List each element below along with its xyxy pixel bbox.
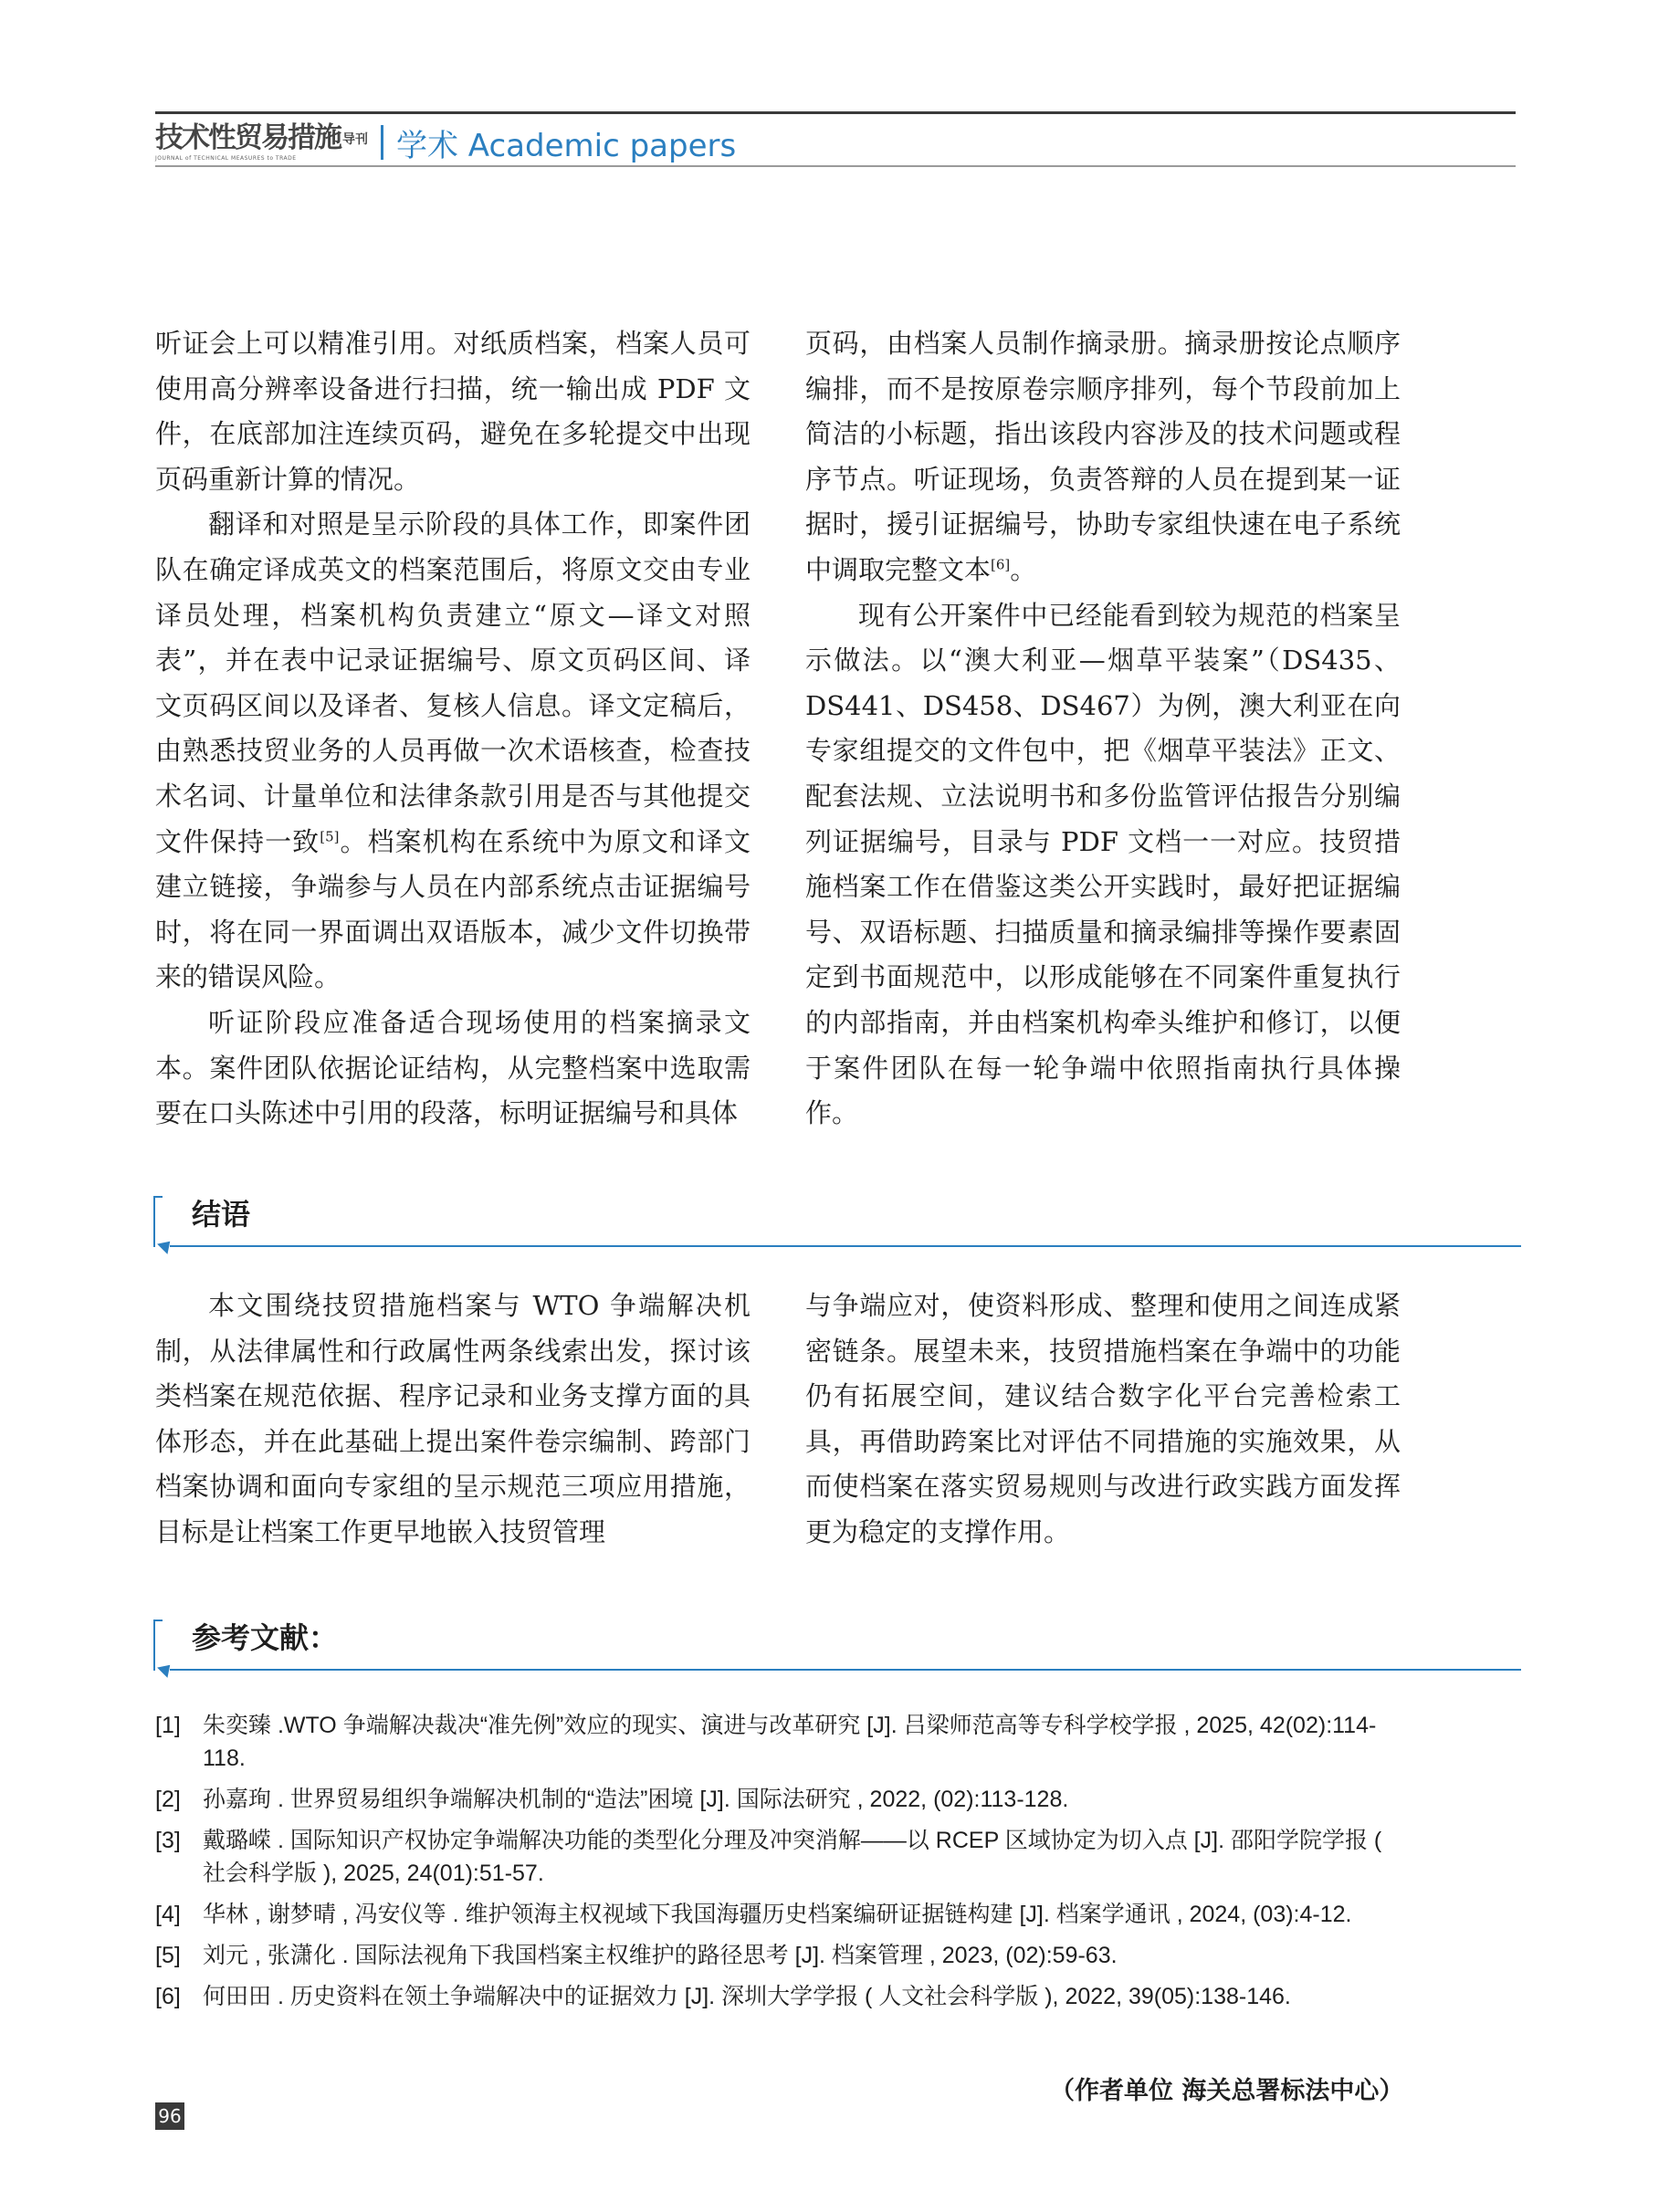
citation-5: [5] [320,827,340,844]
references-title: 参考文献： [192,1620,339,1655]
reference-item [155,1939,1399,1972]
reference-number: [5] [155,1943,181,1968]
reference-text: 何田田 . 历史资料在领土争端解决中的证据效力 [J]. 深圳大学学报 ( 人文社会科学版 ), 2022, 39(05):138-146. [203,1984,1291,2009]
conclusion-title: 结语 [192,1197,251,1232]
journal-tag: 导刊 [342,131,368,147]
reference-text: 华林 , 谢梦晴 , 冯安仪等 . 维护领海主权视域下我国海疆历史档案编研证据链构建 [J]. 档案学通讯 , 2024, (03):4-12. [203,1902,1352,1927]
heading-bracket [153,1620,155,1671]
paragraph: 与争端应对，使资料形成、整理和使用之间连成紧密链条。展望未来，技贸措施档案在争端中的功能仍有拓展空间，建议结合数字化平台完善检索工具，再借助跨案比对评估不同措施的实施效果，从而使档案在落实贸易规则与改进行政实践方面发挥更为稳定的支撑作用。 [805,1290,1401,1547]
header-separator [381,125,383,160]
header-top-rule [155,111,1516,114]
references-list [155,1709,1399,2021]
reference-item [155,1783,1399,1816]
conclusion-heading [152,1196,1521,1251]
paragraph: 听证阶段应准备适合现场使用的档案摘录文本。案件团队依据论证结构，从完整档案中选取需要在口头陈述中引用的段落，标明证据编号和具体 [155,1006,751,1129]
reference-text: 戴璐嵘 . 国际知识产权协定争端解决功能的类型化分理及冲突消解——以 RCEP 区域协定为切入点 [J]. 邵阳学院学报 ( 社会科学版 ), 2025, 24(01):51-57. [203,1828,1382,1886]
heading-bracket [153,1196,155,1247]
body-right-column [805,321,1401,1137]
references-heading [152,1620,1521,1674]
reference-number: [6] [155,1984,181,2009]
page-number: 96 [155,2102,184,2130]
section-label: 学术 Academic papers [396,127,737,164]
reference-item [155,1898,1399,1931]
journal-logo [155,123,368,162]
conclusion-left-column [155,1284,751,1556]
reference-item [155,1980,1399,2013]
heading-rule [170,1669,1521,1671]
body-left-column [155,321,751,1137]
reference-text: 朱奕臻 .WTO 争端解决裁决“准先例”效应的现实、演进与改革研究 [J]. 吕梁师范高等专科学校学报 , 2025, 42(02):114-118. [203,1713,1377,1771]
paragraph: 现有公开案件中已经能看到较为规范的档案呈示做法。以“澳大利亚—烟草平装案”（DS435、DS441、DS458、DS467）为例，澳大利亚在向专家组提交的文件包中，把《烟草平装法》正文、配套法规、立法说明书和多份监管评估报告分别编列证据编号，目录与 PDF 文档一一对应。技贸措施档案工作在借鉴这类公开实践时，最好把证据编号、双语标题、扫描质量和摘录编排等操作要素固定到书面规范中，以形成能够在不同案件重复执行的内部指南，并由档案机构牵头维护和修订，以便于案件团队在每一轮争端中依照指南执行具体操作。 [805,599,1401,1129]
reference-text: 孙嘉珣 . 世界贸易组织争端解决机制的“造法”困境 [J]. 国际法研究 , 2022, (02):113-128. [203,1787,1069,1812]
heading-rule [170,1245,1521,1247]
reference-text: 刘元 , 张潇化 . 国际法视角下我国档案主权维护的路径思考 [J]. 档案管理 , 2023, (02):59-63. [203,1943,1118,1968]
reference-item [155,1824,1399,1890]
reference-number: [3] [155,1828,181,1853]
reference-number: [1] [155,1713,181,1738]
header-bottom-rule [155,165,1516,167]
paragraph: 页码，由档案人员制作摘录册。摘录册按论点顺序编排，而不是按原卷宗顺序排列，每个节段前加上简洁的小标题，指出该段内容涉及的技术问题或程序节点。听证现场，负责答辩的人员在提到某一证据时，援引证据编号，协助专家组快速在电子系统中调取完整文本[6]。 [805,328,1401,585]
author-affiliation: （作者单位 海关总署标法中心） [1050,2077,1404,2105]
paragraph: 听证会上可以精准引用。对纸质档案，档案人员可使用高分辨率设备进行扫描，统一输出成 PDF 文件，在底部加注连续页码，避免在多轮提交中出现页码重新计算的情况。 [155,328,751,495]
paragraph: 本文围绕技贸措施档案与 WTO 争端解决机制，从法律属性和行政属性两条线索出发，探讨该类档案在规范依据、程序记录和业务支撑方面的具体形态，并在此基础上提出案件卷宗编制、跨部门档案协调和面向专家组的呈示规范三项应用措施，目标是让档案工作更早地嵌入技贸管理 [155,1290,751,1547]
paragraph: 翻译和对照是呈示阶段的具体工作，即案件团队在确定译成英文的档案范围后，将原文交由专业译员处理，档案机构负责建立“原文—译文对照表”，并在表中记录证据编号、原文页码区间、译文页码区间以及译者、复核人信息。译文定稿后，由熟悉技贸业务的人员再做一次术语核查，检查技术名词、计量单位和法律条款引用是否与其他提交文件保持一致[5]。档案机构在系统中为原文和译文建立链接，争端参与人员在内部系统点击证据编号时，将在同一界面调出双语版本，减少文件切换带来的错误风险。 [155,508,751,993]
conclusion-right-column [805,1284,1401,1556]
reference-number: [2] [155,1787,181,1812]
header-row [155,121,1516,164]
journal-english-name: JOURNAL of TECHNICAL MEASURES to TRADE [155,154,297,162]
reference-item [155,1709,1399,1775]
citation-6: [6] [991,556,1011,573]
reference-number: [4] [155,1902,181,1927]
journal-name: 技术性贸易措施 [155,121,341,155]
